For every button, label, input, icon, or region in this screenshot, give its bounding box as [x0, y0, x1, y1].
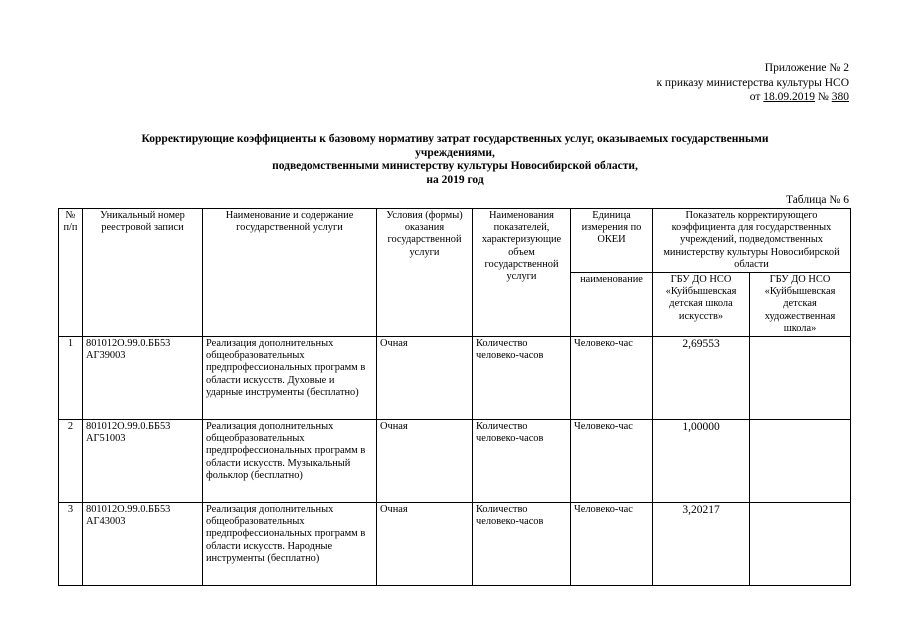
- header-conditions: Условия (формы) оказания государственной услуги: [377, 209, 473, 337]
- header-unit-sub: наименование: [571, 273, 653, 337]
- order-date: 18.09.2019: [763, 91, 816, 103]
- row-coef-1: 3,20217: [653, 503, 750, 586]
- row-conditions: Очная: [377, 503, 473, 586]
- table-row: [59, 503, 851, 586]
- row-num: 1: [59, 337, 83, 420]
- row-indicator: Количество человеко-часов: [473, 420, 571, 503]
- header-org-1: ГБУ ДО НСО «Куйбышевская детская школа искусств»: [653, 273, 750, 337]
- header-num: № п/п: [59, 209, 83, 337]
- row-conditions: Очная: [377, 420, 473, 503]
- appendix-line-2: к приказу министерства культуры НСО: [656, 76, 849, 89]
- header-indicators: Наименования показателей, характеризующие объем государственной услуги: [473, 209, 571, 337]
- appendix-line-3: [656, 90, 849, 105]
- row-indicator: Количество человеко-часов: [473, 503, 571, 586]
- row-service: Реализация дополнительных общеобразовательных предпрофессиональных программ в области искусств. Музыкальный фольклор (бесплатно): [203, 420, 377, 503]
- row-coef-2: [750, 503, 851, 586]
- row-conditions: Очная: [377, 337, 473, 420]
- table-row: [59, 337, 851, 420]
- row-coef-1: 2,69553: [653, 337, 750, 420]
- row-service: Реализация дополнительных общеобразовательных предпрофессиональных программ в области искусств. Духовые и ударные инструменты (бесплатно): [203, 337, 377, 420]
- number-prefix: №: [815, 91, 832, 103]
- date-prefix: от: [749, 91, 764, 103]
- row-coef-2: [750, 420, 851, 503]
- row-coef-2: [750, 337, 851, 420]
- appendix-block: [656, 61, 849, 105]
- row-num: 2: [59, 420, 83, 503]
- order-number: 380: [831, 91, 849, 103]
- header-coef: Показатель корректирующего коэффициента для государственных учреждений, подведомственных министерству культуры Новосибирской области: [653, 209, 851, 273]
- title-line-4: на 2019 год: [426, 173, 484, 186]
- table-label: Таблица № 6: [785, 194, 849, 206]
- row-registry: 801012О.99.0.ББ53 АГ43003: [83, 503, 203, 586]
- row-indicator: Количество человеко-часов: [473, 337, 571, 420]
- header-unit: Единица измерения по ОКЕИ: [571, 209, 653, 273]
- row-unit: Человеко-час: [571, 503, 653, 586]
- appendix-line-1: Приложение № 2: [764, 62, 849, 74]
- title-line-2: учреждениями,: [415, 146, 495, 159]
- title-line-1: Корректирующие коэффициенты к базовому нормативу затрат государственных услуг, оказываемых государственными: [141, 133, 769, 145]
- header-org-2: ГБУ ДО НСО «Куйбышевская детская художественная школа»: [750, 273, 851, 337]
- row-service: Реализация дополнительных общеобразовательных предпрофессиональных программ в области искусств. Народные инструменты (бесплатно): [203, 503, 377, 586]
- coefficients-table: [58, 208, 851, 586]
- row-num: 3: [59, 503, 83, 586]
- title-line-3: подведомственными министерству культуры Новосибирской области,: [272, 160, 638, 172]
- row-registry: 801012О.99.0.ББ53 АГ51003: [83, 420, 203, 503]
- row-unit: Человеко-час: [571, 337, 653, 420]
- row-unit: Человеко-час: [571, 420, 653, 503]
- header-registry: Уникальный номер реестровой записи: [83, 209, 203, 337]
- row-registry: 801012О.99.0.ББ53 АГ39003: [83, 337, 203, 420]
- table-row: [59, 420, 851, 503]
- header-service: Наименование и содержание государственной услуги: [203, 209, 377, 337]
- row-coef-1: 1,00000: [653, 420, 750, 503]
- document-title: [60, 133, 850, 187]
